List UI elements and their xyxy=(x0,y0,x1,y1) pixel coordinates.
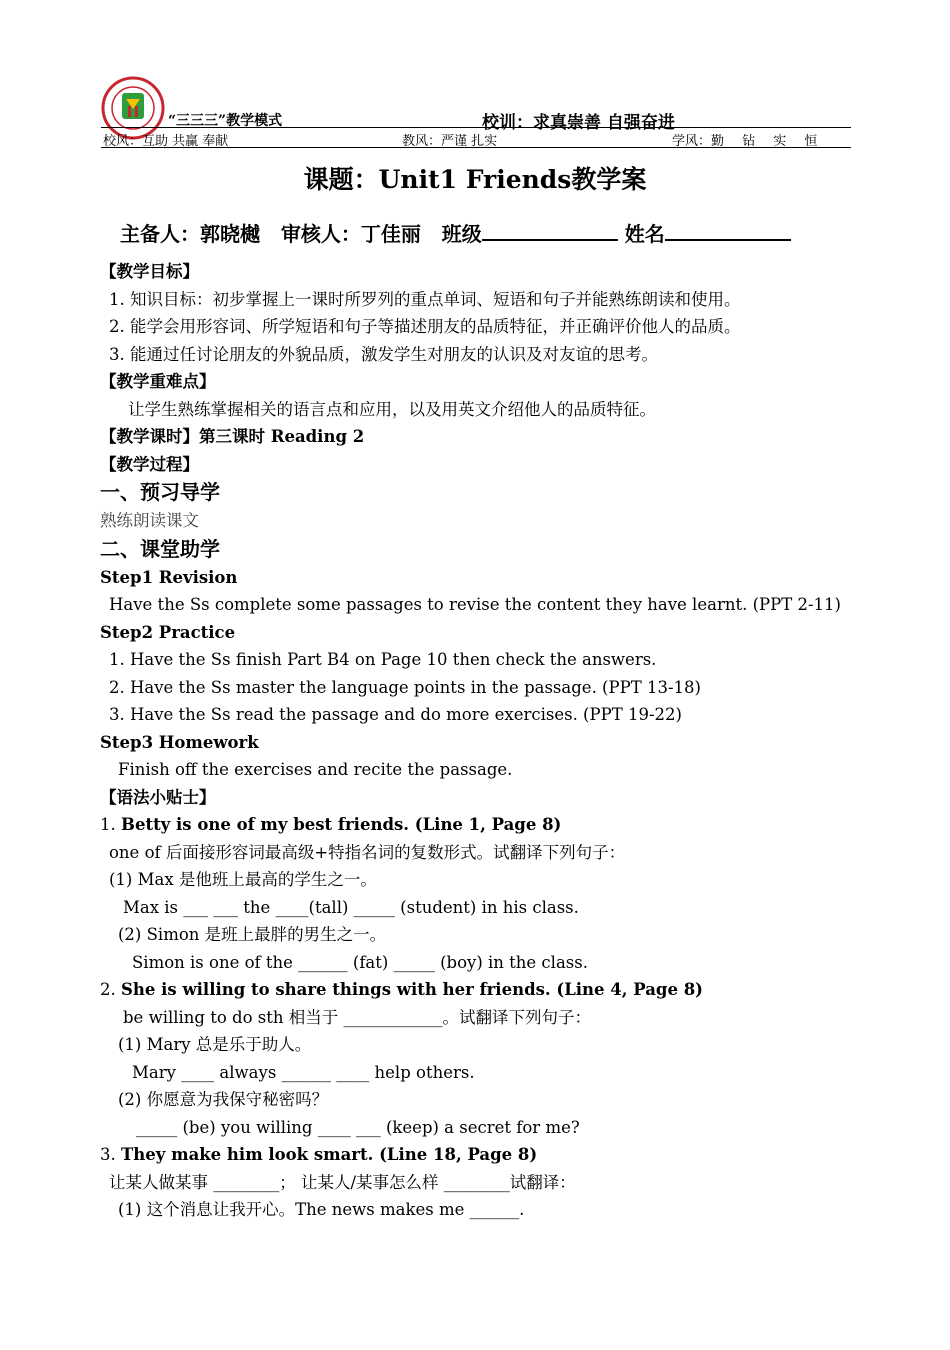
teaching-style: 教风：严谨 扎实 xyxy=(402,134,498,149)
objective-1: 1. 知识目标：初步掌握上一课时所罗列的重点单词、短语和句子并能熟练朗读和使用。 xyxy=(109,289,741,309)
grammar-point-1-sentence: Betty is one of my best friends. (Line 1, Page 8) xyxy=(121,815,562,834)
exercise-1-1-prompt: (1) Max 是他班上最高的学生之一。 xyxy=(109,870,377,889)
exercise-2-2-prompt: (2) 你愿意为我保守秘密吗？ xyxy=(118,1090,329,1109)
objective-3: 3. 能通过任讨论朋友的外貌品质，激发学生对朋友的认识及对友谊的思考。 xyxy=(109,344,658,364)
page-title: 课题：Unit1 Friends教学案 xyxy=(303,165,647,194)
class-label: 班级 xyxy=(441,222,482,246)
step3-text: Finish off the exercises and recite the passage. xyxy=(118,760,513,779)
exercise-1-2-prompt: (2) Simon 是班上最胖的男生之一。 xyxy=(118,925,387,944)
class-field[interactable] xyxy=(482,221,618,241)
key-points-text: 让学生熟练掌握相关的语言点和应用，以及用英文介绍他人的品质特征。 xyxy=(128,399,656,419)
step2-item-2: 2. Have the Ss master the language points in the passage. (PPT 13-18) xyxy=(109,677,701,697)
grammar-point-3-number: 3. xyxy=(100,1145,121,1164)
name-label: 姓名 xyxy=(624,222,665,246)
objective-2: 2. 能学会用形容词、所学短语和句子等描述朋友的品质特征，并正确评价他人的品质。 xyxy=(109,317,741,336)
school-motto: 校训：求真崇善 自强奋进 xyxy=(482,113,675,133)
grammar-point-2-sentence: She is willing to share things with her friends. (Line 4, Page 8) xyxy=(121,980,703,999)
grammar-point-2-number: 2. xyxy=(100,980,121,999)
study-style: 学风：勤 钻 实 恒 xyxy=(672,134,818,149)
step2-item-1: 1. Have the Ss finish Part B4 on Page 10 then check the answers. xyxy=(109,650,657,669)
meta-line xyxy=(120,218,791,247)
grammar-point-2-rule: be willing to do sth 相当于 ____________。试翻译下列句子： xyxy=(123,1007,592,1027)
section-heading-grammar: 【语法小贴士】 xyxy=(100,787,216,807)
teaching-mode: “三三三”教学模式 xyxy=(168,113,283,129)
grammar-point-3-rule: 让某人做某事 ________； 让某人/某事怎么样 ________试翻译： xyxy=(109,1172,576,1192)
lesson-body xyxy=(100,258,860,1224)
exercise-2-2-answer: _____ (be) you willing ____ ___ (keep) a secret for me? xyxy=(136,1117,580,1137)
grammar-point-1-number: 1. xyxy=(100,815,121,834)
grammar-point-3-sentence: They make him look smart. (Line 18, Page 8) xyxy=(121,1145,538,1164)
preparer: 主备人：郭晓樾 xyxy=(120,222,260,246)
name-field[interactable] xyxy=(665,221,791,241)
grammar-point-3 xyxy=(100,1141,860,1169)
exercise-1-1-answer: Max is ___ ___ the ____(tall) _____ (student) in his class. xyxy=(123,897,579,917)
exercise-2-1-prompt: (1) Mary 总是乐于助人。 xyxy=(118,1035,312,1054)
grammar-point-1-rule: one of 后面接形容词最高级+特指名词的复数形式。试翻译下列句子： xyxy=(109,842,626,862)
header-rule-bottom xyxy=(101,147,851,148)
step1-heading: Step1 Revision xyxy=(100,567,238,587)
exercise-3-1: (1) 这个消息让我开心。The news makes me ______. xyxy=(118,1200,525,1219)
grammar-point-1 xyxy=(100,811,860,839)
part-classroom: 二、课堂助学 xyxy=(100,536,220,561)
exercise-1-2-answer: Simon is one of the ______ (fat) _____ (boy) in the class. xyxy=(132,952,588,972)
step1-text: Have the Ss complete some passages to revise the content they have learnt. (PPT 2-11) xyxy=(109,595,841,614)
step3-heading: Step3 Homework xyxy=(100,732,259,752)
section-heading-key-points: 【教学重难点】 xyxy=(100,372,216,391)
section-heading-objectives: 【教学目标】 xyxy=(100,262,199,281)
section-heading-period: 【教学课时】第三课时 Reading 2 xyxy=(100,427,365,446)
part-preview: 一、预习导学 xyxy=(100,480,220,504)
step2-heading: Step2 Practice xyxy=(100,622,236,642)
school-style: 校风：互助 共赢 奉献 xyxy=(103,134,229,149)
exercise-2-1-answer: Mary ____ always ______ ____ help others. xyxy=(132,1062,475,1082)
header-rule-top xyxy=(101,127,851,128)
grammar-point-2 xyxy=(100,976,860,1004)
section-heading-process: 【教学过程】 xyxy=(100,454,199,474)
reviewer: 审核人：丁佳丽 xyxy=(280,222,421,246)
step2-item-3: 3. Have the Ss read the passage and do more exercises. (PPT 19-22) xyxy=(109,705,682,724)
preview-text: 熟练朗读课文 xyxy=(100,511,199,530)
